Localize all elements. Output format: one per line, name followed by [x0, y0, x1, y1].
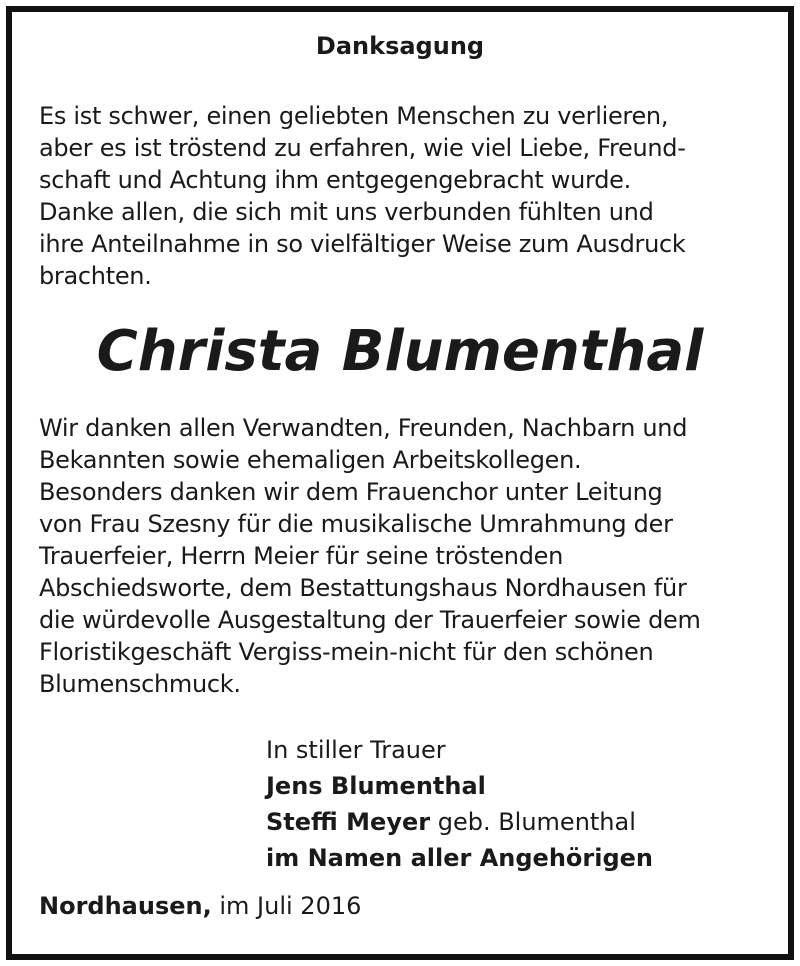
- intro-line: aber es ist tröstend zu erfahren, wie viel Liebe, Freund-: [39, 134, 686, 162]
- notice-heading: Danksagung: [315, 32, 485, 60]
- thanks-line: Besonders danken wir dem Frauenchor unter Leitung: [39, 478, 663, 506]
- signature-block: [266, 732, 653, 876]
- intro-line: ihre Anteilnahme in so vielfältiger Weise zum Ausdruck: [39, 230, 686, 258]
- family-line: im Namen aller Angehörigen: [266, 844, 654, 872]
- intro-line: schaft und Achtung ihm entgegengebracht wurde.: [39, 166, 631, 194]
- intro-line: brachten.: [39, 262, 152, 290]
- intro-line: Es ist schwer, einen geliebten Menschen zu verlieren,: [39, 102, 669, 130]
- intro-line: Danke allen, die sich mit uns verbunden fühlten und: [39, 198, 654, 226]
- signer-maiden-name: geb. Blumenthal: [430, 808, 636, 836]
- signer-name: Steffi Meyer: [266, 808, 431, 836]
- deceased-name: Christa Blumenthal: [96, 319, 704, 384]
- thanks-line: Blumenschmuck.: [39, 670, 241, 698]
- thanks-paragraph: [39, 412, 759, 700]
- thanks-line: von Frau Szesny für die musikalische Umrahmung der: [39, 510, 673, 538]
- thanks-line: Bekannten sowie ehemaligen Arbeitskollegen.: [39, 446, 582, 474]
- thanks-line: Abschiedsworte, dem Bestattungshaus Nordhausen für: [39, 574, 687, 602]
- signer-name: Jens Blumenthal: [266, 772, 486, 800]
- thanks-line: die würdevolle Ausgestaltung der Trauerfeier sowie dem: [39, 606, 701, 634]
- intro-paragraph: [39, 100, 759, 292]
- signer-line: [266, 804, 653, 840]
- thanks-line: Floristikgeschäft Vergiss-mein-nicht für den schönen: [39, 638, 654, 666]
- thanks-line: Trauerfeier, Herrn Meier für seine tröstenden: [39, 542, 564, 570]
- mourning-intro: In stiller Trauer: [266, 736, 446, 764]
- date: im Juli 2016: [211, 892, 362, 920]
- place: Nordhausen,: [39, 892, 212, 920]
- place-date-line: [39, 888, 361, 924]
- thanks-line: Wir danken allen Verwandten, Freunden, Nachbarn und: [39, 414, 688, 442]
